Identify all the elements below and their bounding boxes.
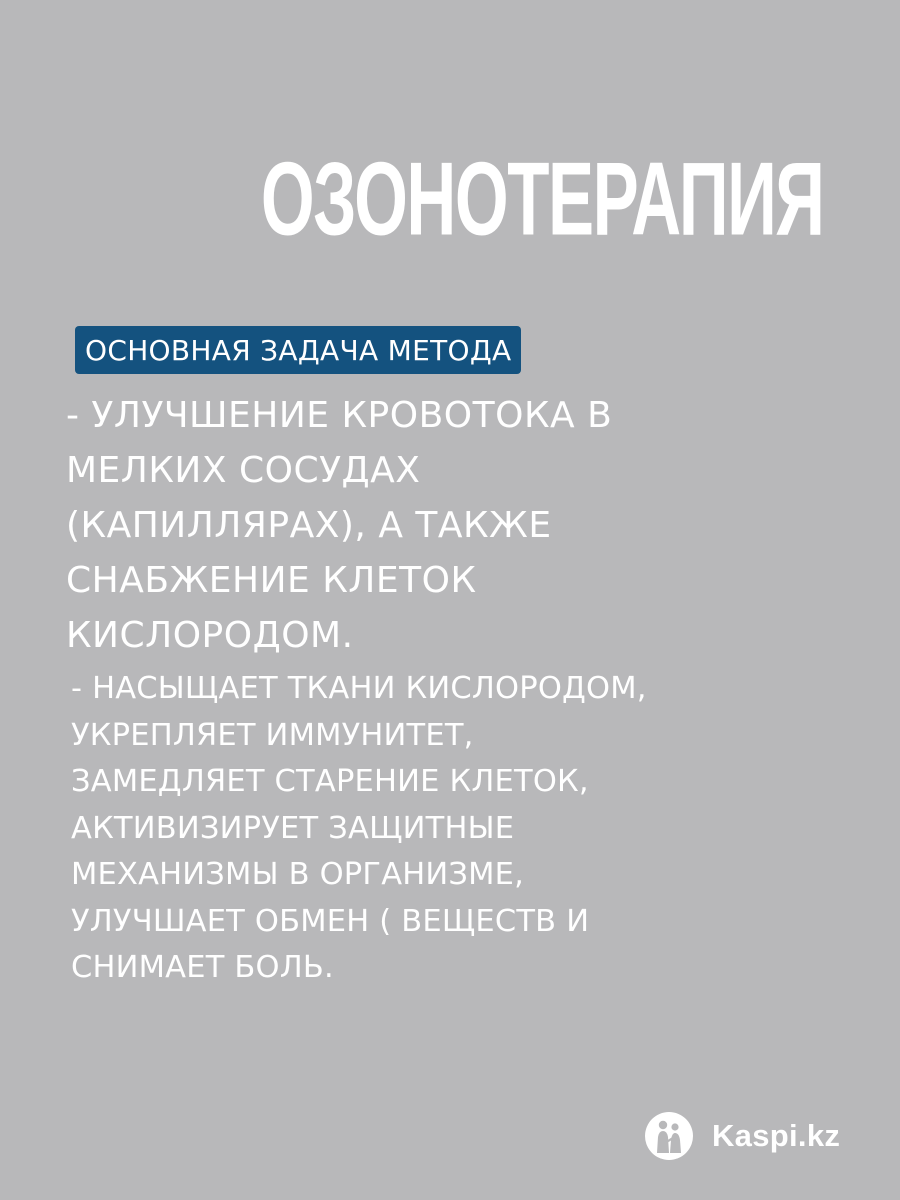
main-task-text: - УЛУЧШЕНИЕ КРОВОТОКА В МЕЛКИХ СОСУДАХ (КАПИЛЛЯРАХ), А ТАКЖЕ СНАБЖЕНИЕ КЛЕТОК КИСЛОРОДОМ. xyxy=(66,395,613,656)
section-badge: ОСНОВНАЯ ЗАДАЧА МЕТОДА xyxy=(75,326,521,374)
kaspi-logo-icon xyxy=(644,1111,694,1161)
page-title: ОЗОНОТЕРАПИЯ xyxy=(261,141,824,258)
kaspi-logo-text: Kaspi.kz xyxy=(712,1118,841,1153)
kaspi-logo xyxy=(644,1108,840,1164)
benefits-text: - НАСЫЩАЕТ ТКАНИ КИСЛОРОДОМ, УКРЕПЛЯЕТ ИММУНИТЕТ, ЗАМЕДЛЯЕТ СТАРЕНИЕ КЛЕТОК, АКТИВИЗИРУЕТ ЗАЩИТНЫЕ МЕХАНИЗМЫ В ОРГАНИЗМЕ, УЛУЧШАЕТ ОБМЕН ( ВЕЩЕСТВ И СНИМАЕТ БОЛЬ. xyxy=(71,671,647,985)
